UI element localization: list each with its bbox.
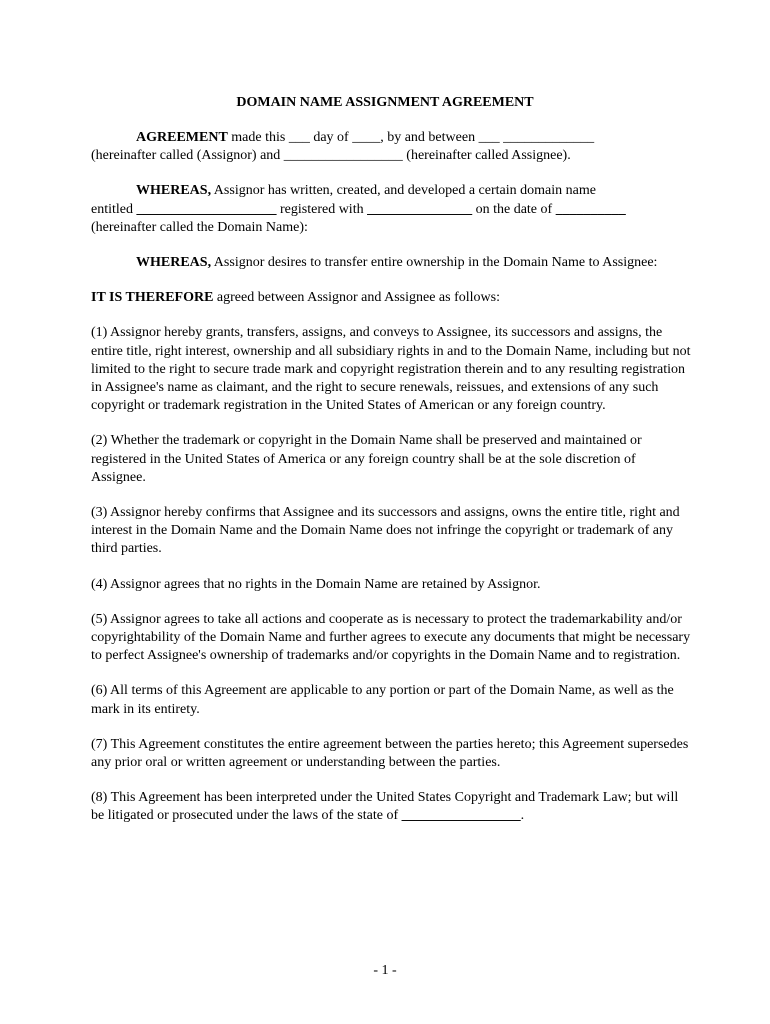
clause-8 [91, 789, 691, 825]
whereas1-lead: WHEREAS, [136, 183, 212, 199]
page-number: - 1 - [373, 963, 397, 978]
intro-line1: made this ___ day of ____, by and between ___ _____________ [227, 130, 595, 145]
clause-2: (2) Whether the trademark or copyright in the Domain Name shall be preserved and maintained or registered in the United States of America or any foreign country shall be at the sole discretion of Assignee. [91, 433, 642, 485]
whereas2-lead: WHEREAS, [136, 255, 212, 271]
whereas-paragraph-2 [91, 254, 691, 272]
clause-4: (4) Assignor agrees that no rights in the Domain Name are retained by Assignor. [91, 576, 541, 592]
document-title: DOMAIN NAME ASSIGNMENT AGREEMENT [236, 95, 534, 110]
intro-paragraph [91, 129, 691, 165]
therefore-lead: IT IS THEREFORE [91, 290, 214, 306]
state-blank: _________________ [401, 808, 521, 824]
whereas1-text4: on the date of [472, 201, 556, 217]
intro-lead: AGREEMENT [136, 130, 228, 145]
whereas1-text1: Assignor has written, created, and developed a certain domain name [211, 183, 596, 199]
clause8-end: . [520, 808, 525, 824]
registrar-blank: _______________ [367, 201, 473, 217]
document-body [91, 129, 691, 843]
whereas1-text3: registered with [276, 201, 368, 217]
clause8-text: (8) This Agreement has been interpreted under the United States Copyright and Trademark Law; but will be litigated or prosecuted under the laws of the state of [91, 790, 679, 824]
domain-blank: ____________________ [136, 201, 277, 217]
therefore-paragraph [91, 289, 691, 307]
clause-5: (5) Assignor agrees to take all actions and cooperate as is necessary to protect the trademarkability and/or copyrightability of the Domain Name and further agrees to execute any documents that might be necessary to perfect Assignee's ownership of trademarks and/or copyrights in the Domain Name and to registration. [91, 611, 691, 664]
whereas-paragraph-1 [91, 182, 691, 237]
intro-line2: (hereinafter called (Assignor) and _________________ (hereinafter called Assignee). [91, 148, 571, 164]
date-blank: __________ [555, 201, 626, 217]
whereas2-text: Assignor desires to transfer entire ownership in the Domain Name to Assignee: [211, 255, 658, 271]
clause-7: (7) This Agreement constitutes the entire agreement between the parties hereto; this Agreement supersedes any prior oral or written agreement or understanding between the parties. [91, 736, 689, 771]
clause-1: (1) Assignor hereby grants, transfers, assigns, and conveys to Assignee, its successors and assigns, the entire title, right interest, ownership and all subsidiary rights in and to the Domain Name, including but not limited to the right to secure trade mark and copyright registration therein and to any resulting registration in Assignee's name as claimant, and the right to secure renewals, reissues, and extensions of any such copyright or trademark registration in the United States of American or any foreign country. [91, 325, 691, 414]
whereas1-text5: (hereinafter called the Domain Name): [91, 219, 308, 235]
therefore-text: agreed between Assignor and Assignee as follows: [213, 290, 500, 306]
whereas1-text2: entitled [91, 201, 137, 217]
clause-3: (3) Assignor hereby confirms that Assignee and its successors and assigns, owns the entire title, right and interest in the Domain Name and the Domain Name does not infringe the copyright or trademark of any third parties. [91, 505, 680, 557]
clause-6: (6) All terms of this Agreement are applicable to any portion or part of the Domain Name, as well as the mark in its entirety. [91, 683, 674, 717]
